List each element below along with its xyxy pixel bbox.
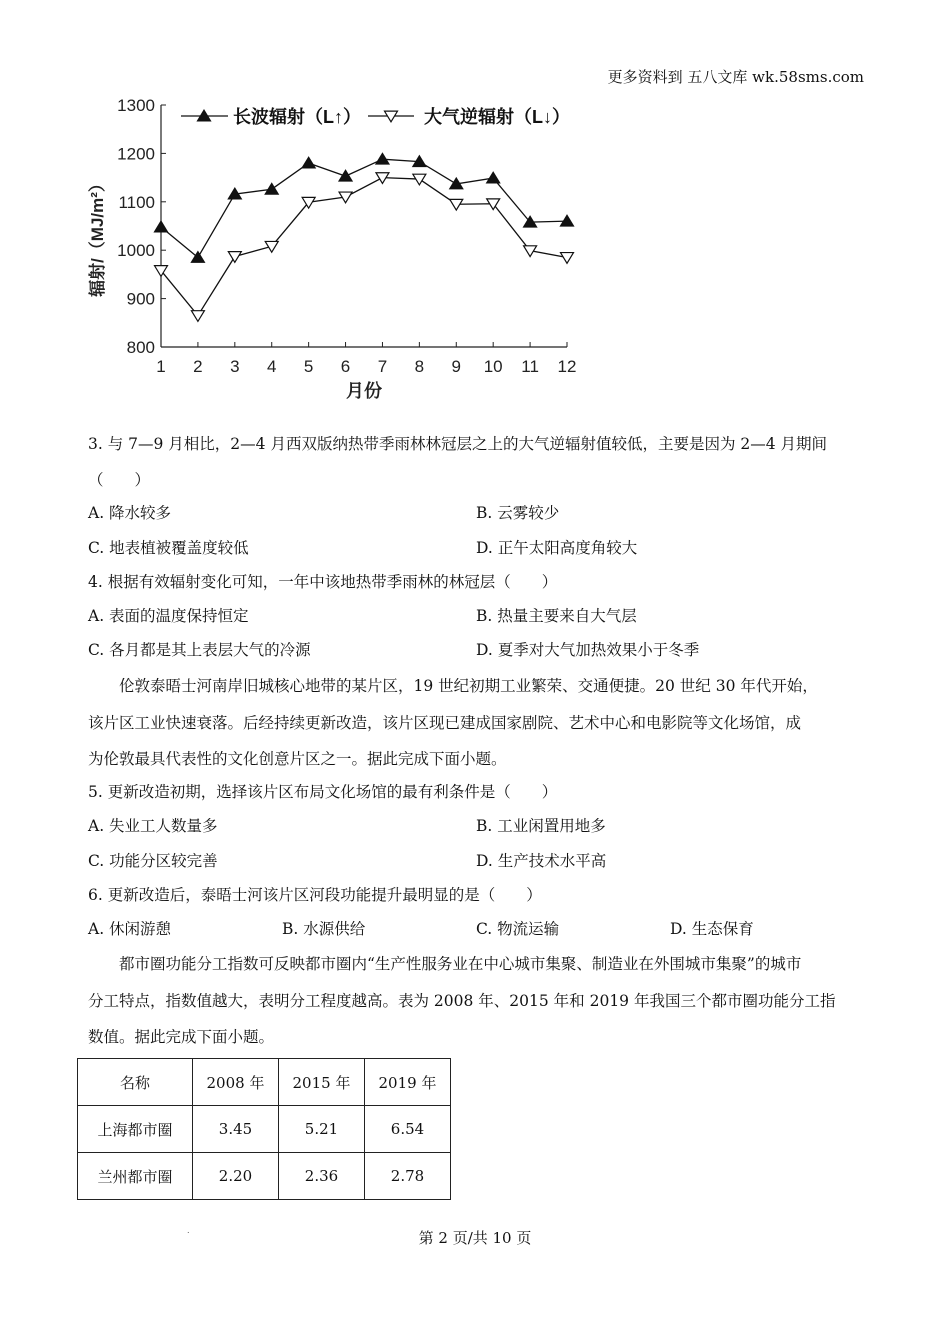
x-axis-label: 月份	[346, 381, 382, 401]
q5-option-a[interactable]: A. 失业工人数量多	[88, 817, 218, 835]
table-cell: 2.36	[279, 1153, 365, 1200]
q6-option-d[interactable]: D. 生态保育	[670, 920, 754, 938]
series-1-point	[376, 153, 389, 164]
table-cell: 2.20	[193, 1153, 279, 1200]
y-tick-label: 1000	[117, 241, 155, 261]
x-tick-label: 5	[303, 357, 314, 376]
y-tick-label: 1300	[117, 96, 155, 115]
series-1-point	[265, 183, 278, 194]
table-cell: 3.45	[193, 1106, 279, 1153]
chart-legend	[181, 106, 570, 127]
series-1-point	[339, 170, 352, 181]
q5-option-c[interactable]: C. 功能分区较完善	[88, 852, 218, 870]
table-cell: 兰州都市圈	[78, 1153, 193, 1200]
x-tick-label: 7	[377, 357, 388, 376]
table-row	[78, 1106, 451, 1153]
passage2-line1: 都市圈功能分工指数可反映都市圈内“生产性服务业在中心城市集聚、制造业在外围城市集聚”的城市	[119, 955, 802, 973]
series-2-point	[228, 252, 241, 263]
table-cell: 2.78	[365, 1153, 451, 1200]
y-tick-label: 900	[126, 289, 155, 309]
x-tick-label: 10	[483, 357, 503, 376]
series-1-point	[155, 221, 168, 232]
series-2-point	[191, 311, 204, 322]
table-header-cell: 2008 年	[193, 1059, 279, 1106]
page-footer: 第 2 页/共 10 页	[418, 1229, 532, 1247]
chart-axes	[87, 96, 576, 401]
x-tick-label: 3	[230, 357, 240, 376]
passage2-line3: 数值。据此完成下面小题。	[88, 1028, 275, 1046]
x-tick-label: 9	[451, 357, 462, 376]
q5-option-b[interactable]: B. 工业闲置用地多	[476, 817, 606, 835]
metro-table	[77, 1058, 451, 1200]
x-tick-label: 8	[414, 357, 425, 376]
passage1-line1: 伦敦泰晤士河南岸旧城核心地带的某片区，19 世纪初期工业繁荣、交通便捷。20 世纪 30 年代开始，	[119, 677, 818, 695]
series-2-point	[302, 197, 315, 208]
q6-option-b[interactable]: B. 水源供给	[282, 920, 366, 938]
x-tick-label: 1	[156, 357, 166, 376]
legend-label-1: 长波辐射（L↑）	[233, 107, 361, 127]
table-cell: 上海都市圈	[78, 1106, 193, 1153]
series-2-point	[265, 241, 278, 252]
legend-label-2: 大气逆辐射（L↓）	[424, 107, 570, 127]
table-header-cell: 2019 年	[365, 1059, 451, 1106]
q6-stem: 6. 更新改造后，泰晤士河该片区河段功能提升最明显的是（ ）	[88, 886, 542, 904]
series-line-2	[161, 178, 567, 316]
q3-paren: （ ）	[88, 471, 151, 489]
y-tick-label: 800	[126, 338, 155, 357]
q3-stem: 3. 与 7—9 月相比，2—4 月西双版纳热带季雨林林冠层之上的大气逆辐射值较低，主要是因为 2—4 月期间	[88, 435, 828, 453]
q4-option-d[interactable]: D. 夏季对大气加热效果小于冬季	[476, 641, 700, 659]
table-header-row	[78, 1059, 451, 1106]
y-tick-label: 1100	[118, 192, 155, 212]
series-2-point	[155, 266, 168, 277]
q6-option-c[interactable]: C. 物流运输	[476, 920, 560, 938]
x-tick-label: 12	[557, 357, 577, 376]
q4-option-a[interactable]: A. 表面的温度保持恒定	[88, 607, 249, 625]
series-1-point	[487, 172, 500, 183]
q5-option-d[interactable]: D. 生产技术水平高	[476, 852, 607, 870]
table-cell: 6.54	[365, 1106, 451, 1153]
y-tick-label: 1200	[117, 144, 155, 164]
q3-option-c[interactable]: C. 地表植被覆盖度较低	[88, 539, 249, 557]
x-tick-label: 11	[521, 357, 539, 376]
passage1-line2: 该片区工业快速衰落。后经持续更新改造，该片区现已建成国家剧院、艺术中心和电影院等文化场馆，成	[88, 714, 802, 732]
q3-option-a[interactable]: A. 降水较多	[88, 504, 172, 522]
q3-option-b[interactable]: B. 云雾较少	[476, 504, 560, 522]
series-2-point	[561, 253, 574, 264]
q4-stem: 4. 根据有效辐射变化可知，一年中该地热带季雨林的林冠层（ ）	[88, 573, 558, 591]
y-axis-label: 辐射/（MJ/m²）	[88, 175, 107, 297]
passage1-line3: 为伦敦最具代表性的文化创意片区之一。据此完成下面小题。	[88, 750, 507, 768]
passage2-line2: 分工特点，指数值越大，表明分工程度越高。表为 2008 年、2015 年和 2019 年我国三个都市圈功能分工指	[88, 992, 836, 1010]
table-header-cell: 名称	[78, 1059, 193, 1106]
q3-option-d[interactable]: D. 正午太阳高度角较大	[476, 539, 638, 557]
x-tick-label: 6	[340, 357, 351, 376]
radiation-chart	[80, 92, 600, 412]
table-row	[78, 1153, 451, 1200]
q4-option-c[interactable]: C. 各月都是其上表层大气的冷源	[88, 641, 311, 659]
series-1-point	[302, 157, 315, 168]
table-cell: 5.21	[279, 1106, 365, 1153]
q5-stem: 5. 更新改造初期，选择该片区布局文化场馆的最有利条件是（ ）	[88, 783, 558, 801]
q6-option-a[interactable]: A. 休闲游憩	[88, 920, 172, 938]
chart-series	[155, 153, 574, 321]
page-dot: .	[187, 1226, 190, 1235]
series-line-1	[161, 159, 567, 257]
header-note: 更多资料到 五八文库 wk.58sms.com	[607, 68, 864, 86]
x-tick-label: 2	[193, 357, 203, 376]
x-tick-label: 4	[266, 357, 277, 376]
q4-option-b[interactable]: B. 热量主要来自大气层	[476, 607, 637, 625]
series-2-point	[413, 174, 426, 185]
table-header-cell: 2015 年	[279, 1059, 365, 1106]
